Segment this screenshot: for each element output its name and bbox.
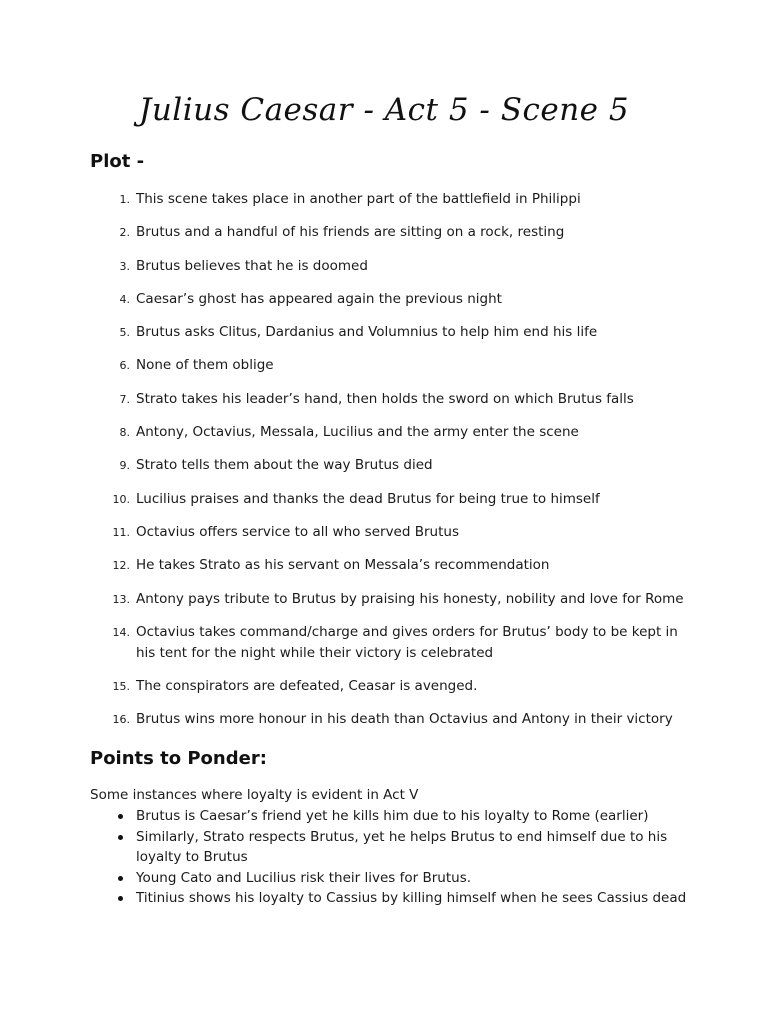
plot-list	[90, 189, 690, 743]
list-item-text: Brutus asks Clitus, Dardanius and Volumnius to help him end his life	[136, 324, 598, 341]
list-item	[90, 888, 690, 909]
list-number: 10.	[112, 492, 130, 506]
list-item-text: Strato takes his leader’s hand, then holds the sword on which Brutus falls	[136, 390, 634, 407]
list-number: 15.	[112, 680, 130, 694]
list-number: 9.	[119, 459, 130, 473]
list-item-text: Brutus believes that he is doomed	[136, 257, 368, 274]
list-item	[90, 522, 690, 543]
list-number: 14.	[112, 625, 130, 639]
list-item-text: Strato tells them about the way Brutus died	[136, 457, 433, 474]
list-item	[90, 806, 690, 827]
bullet-dot-icon	[118, 835, 123, 840]
list-item	[90, 709, 690, 730]
list-number: 1.	[119, 193, 130, 206]
list-number: 4.	[119, 292, 130, 306]
list-item-text: Antony pays tribute to Brutus by praising his honesty, nobility and love for Rome	[136, 590, 684, 607]
list-item	[90, 555, 690, 576]
list-item-text: He takes Strato as his servant on Messala’s recommendation	[136, 557, 550, 574]
list-item-text: Brutus wins more honour in his death than Octavius and Antony in their victory	[136, 711, 673, 728]
ponder-heading: Points to Ponder:	[90, 748, 267, 769]
bullet-dot-icon	[118, 814, 123, 819]
list-number: 3.	[119, 259, 130, 273]
list-item	[90, 389, 690, 410]
list-number: 2.	[119, 226, 130, 240]
bullet-dot-icon	[118, 896, 123, 901]
list-item	[90, 489, 690, 510]
ponder-bullet-list	[90, 806, 690, 909]
list-item	[90, 189, 690, 210]
list-item-text: The conspirators are defeated, Ceasar is avenged.	[136, 678, 478, 695]
list-item-text: This scene takes place in another part of the battlefield in Philippi	[136, 191, 581, 207]
list-number: 11.	[112, 525, 130, 539]
list-item-text: Lucilius praises and thanks the dead Brutus for being true to himself	[136, 490, 600, 507]
list-item	[90, 422, 690, 443]
list-item-text: Young Cato and Lucilius risk their lives for Brutus.	[136, 869, 472, 886]
list-item-text: Brutus is Caesar’s friend yet he kills him due to his loyalty to Rome (earlier)	[136, 808, 649, 824]
list-item	[90, 322, 690, 343]
list-item	[90, 622, 690, 664]
list-item-text: Similarly, Strato respects Brutus, yet he helps Brutus to end himself due to his loyalty to Brutus	[136, 828, 668, 865]
list-number: 8.	[119, 426, 130, 440]
list-item-text: Caesar’s ghost has appeared again the previous night	[136, 290, 502, 307]
list-item	[90, 289, 690, 310]
list-number: 5.	[119, 326, 130, 340]
list-item	[90, 455, 690, 476]
list-number: 13.	[112, 592, 130, 606]
list-item	[90, 256, 690, 277]
list-item	[90, 676, 690, 697]
list-item-text: Antony, Octavius, Messala, Lucilius and the army enter the scene	[136, 424, 579, 441]
list-item-text: Titinius shows his loyalty to Cassius by killing himself when he sees Cassius dead	[136, 890, 687, 906]
list-number: 7.	[119, 392, 130, 406]
list-number: 6.	[119, 359, 130, 373]
list-number: 16.	[112, 713, 130, 727]
plot-heading: Plot -	[90, 151, 145, 172]
list-number: 12.	[112, 559, 130, 573]
list-item-text: Octavius takes command/charge and gives orders for Brutus’ body to be kept in his tent for the night while their victory is celebrated	[136, 623, 678, 661]
bullet-dot-icon	[118, 876, 123, 881]
list-item	[90, 589, 690, 610]
list-item	[90, 355, 690, 376]
list-item-text: Brutus and a handful of his friends are sitting on a rock, resting	[136, 224, 565, 241]
page-title: Julius Caesar - Act 5 - Scene 5	[138, 92, 630, 128]
list-item-text: Octavius offers service to all who served Brutus	[136, 523, 459, 540]
list-item	[90, 868, 690, 889]
list-item-text: None of them oblige	[136, 357, 274, 374]
list-item	[90, 827, 690, 868]
list-item	[90, 222, 690, 243]
ponder-intro: Some instances where loyalty is evident in Act V	[90, 787, 419, 803]
